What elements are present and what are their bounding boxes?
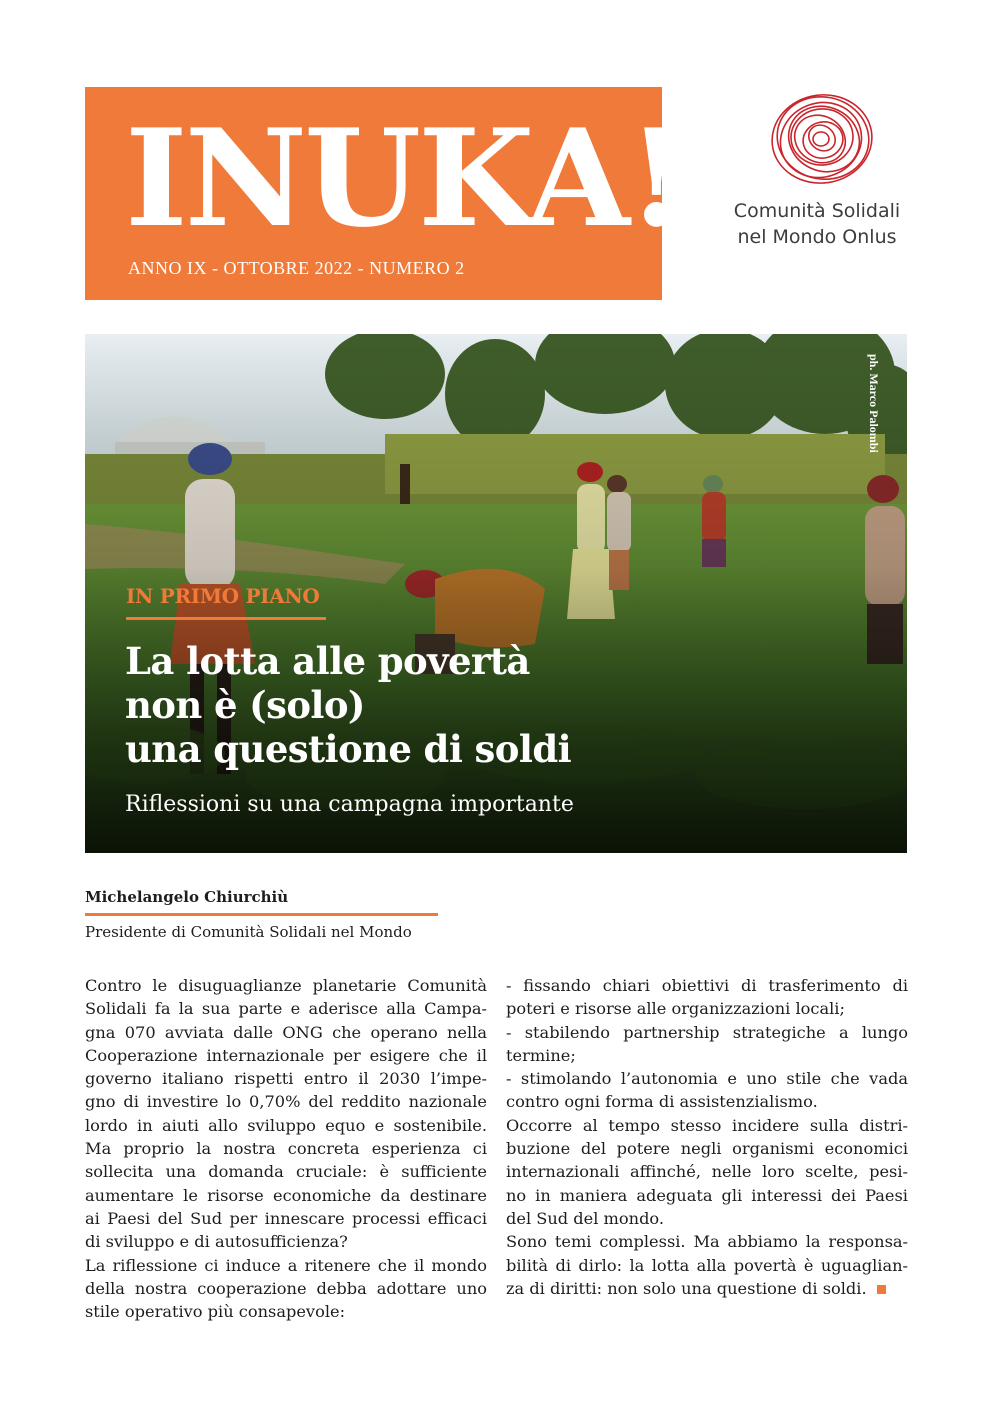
body-line: del Sud del mondo. — [506, 1208, 665, 1228]
body-line: gna 070 avviata dalle ONG che operano nella — [85, 1022, 487, 1042]
body-line: aumentare le risorse economiche da destinare — [85, 1185, 487, 1205]
body-line: ai Paesi del Sud per innescare processi efficaci — [85, 1208, 487, 1228]
logo-wordmark — [722, 198, 912, 250]
author-name: Michelangelo Chiurchiù — [85, 888, 289, 906]
body-line: - stimolando l’autonomia e uno stile che vada — [506, 1069, 908, 1089]
photo-credit — [869, 354, 893, 514]
org-logo — [722, 92, 922, 252]
body-line: governo italiano rispetti entro il 2030 l’impe- — [85, 1069, 487, 1089]
author-role: Presidente di Comunità Solidali nel Mondo — [85, 923, 412, 941]
body-line: Sono temi complessi. Ma abbiamo la responsa- — [506, 1232, 908, 1252]
scribble-circle-logo-icon — [769, 92, 875, 186]
body-line: gno di investire lo 0,70% del reddito nazionale — [85, 1092, 487, 1112]
body-line: bilità di dirlo: la lotta alla povertà è uguaglian- — [506, 1255, 908, 1275]
headline-line: una questione di soldi — [125, 727, 572, 771]
headline-line: La lotta alle povertà — [125, 639, 530, 683]
end-of-article-square-icon — [877, 1285, 886, 1294]
body-column-right — [506, 974, 908, 1300]
body-line: stile operativo più consapevole: — [85, 1302, 346, 1322]
masthead-title: INUKA! — [125, 99, 683, 257]
article-subhead: Riflessioni su una campagna importante — [125, 792, 574, 817]
body-line: poteri e risorse alle organizzazioni locali; — [506, 999, 845, 1019]
headline-line: non è (solo) — [125, 683, 365, 727]
article-headline — [125, 639, 765, 771]
body-line: internazionali affinché, nelle loro scelte, pesi- — [506, 1162, 908, 1182]
body-last-line — [506, 1277, 908, 1300]
body-line: sollecita una domanda cruciale: è sufficiente — [85, 1162, 487, 1182]
issue-info: ANNO IX - OTTOBRE 2022 - NUMERO 2 — [128, 258, 465, 278]
body-line: La riflessione ci induce a ritenere che il mondo — [85, 1255, 487, 1275]
body-line: no in maniera adeguata gli interessi dei Paesi — [506, 1185, 908, 1205]
body-line: termine; — [506, 1045, 576, 1065]
kicker-underline — [126, 617, 326, 620]
body-line: - stabilendo partnership strategiche a lungo — [506, 1022, 908, 1042]
author-underline — [85, 913, 438, 916]
logo-line-1: Comunità Solidali — [733, 200, 901, 222]
body-line: - fissando chiari obiettivi di trasferimento di — [506, 976, 908, 995]
body-column-left — [85, 974, 487, 1323]
hero-photo — [85, 334, 907, 853]
body-line: Cooperazione internazionale per esigere che il — [85, 1045, 487, 1065]
body-line: Contro le disuguaglianze planetarie Comunità — [85, 976, 487, 995]
body-line: di sviluppo e di autosufficienza? — [85, 1232, 348, 1252]
logo-line-2: nel Mondo Onlus — [737, 226, 897, 248]
masthead — [85, 87, 683, 300]
photo-credit-text: ph. Marco Palombi — [867, 354, 881, 453]
section-kicker: IN PRIMO PIANO — [126, 584, 320, 608]
body-line: lordo in aiuti allo sviluppo equo e sostenibile. — [85, 1115, 487, 1135]
body-line-text: za di diritti: non solo una questione di soldi. — [506, 1278, 867, 1298]
body-line: buzione del potere negli organismi economici — [506, 1139, 908, 1159]
body-line: Occorre al tempo stesso incidere sulla distri- — [506, 1115, 908, 1135]
body-line: Ma proprio la nostra concreta esperienza ci — [85, 1139, 487, 1159]
body-line: contro ogni forma di assistenzialismo. — [506, 1092, 818, 1112]
body-line: Solidali fa la sua parte e aderisce alla Campa- — [85, 999, 487, 1019]
body-line: della nostra cooperazione debba adottare uno — [85, 1278, 487, 1298]
